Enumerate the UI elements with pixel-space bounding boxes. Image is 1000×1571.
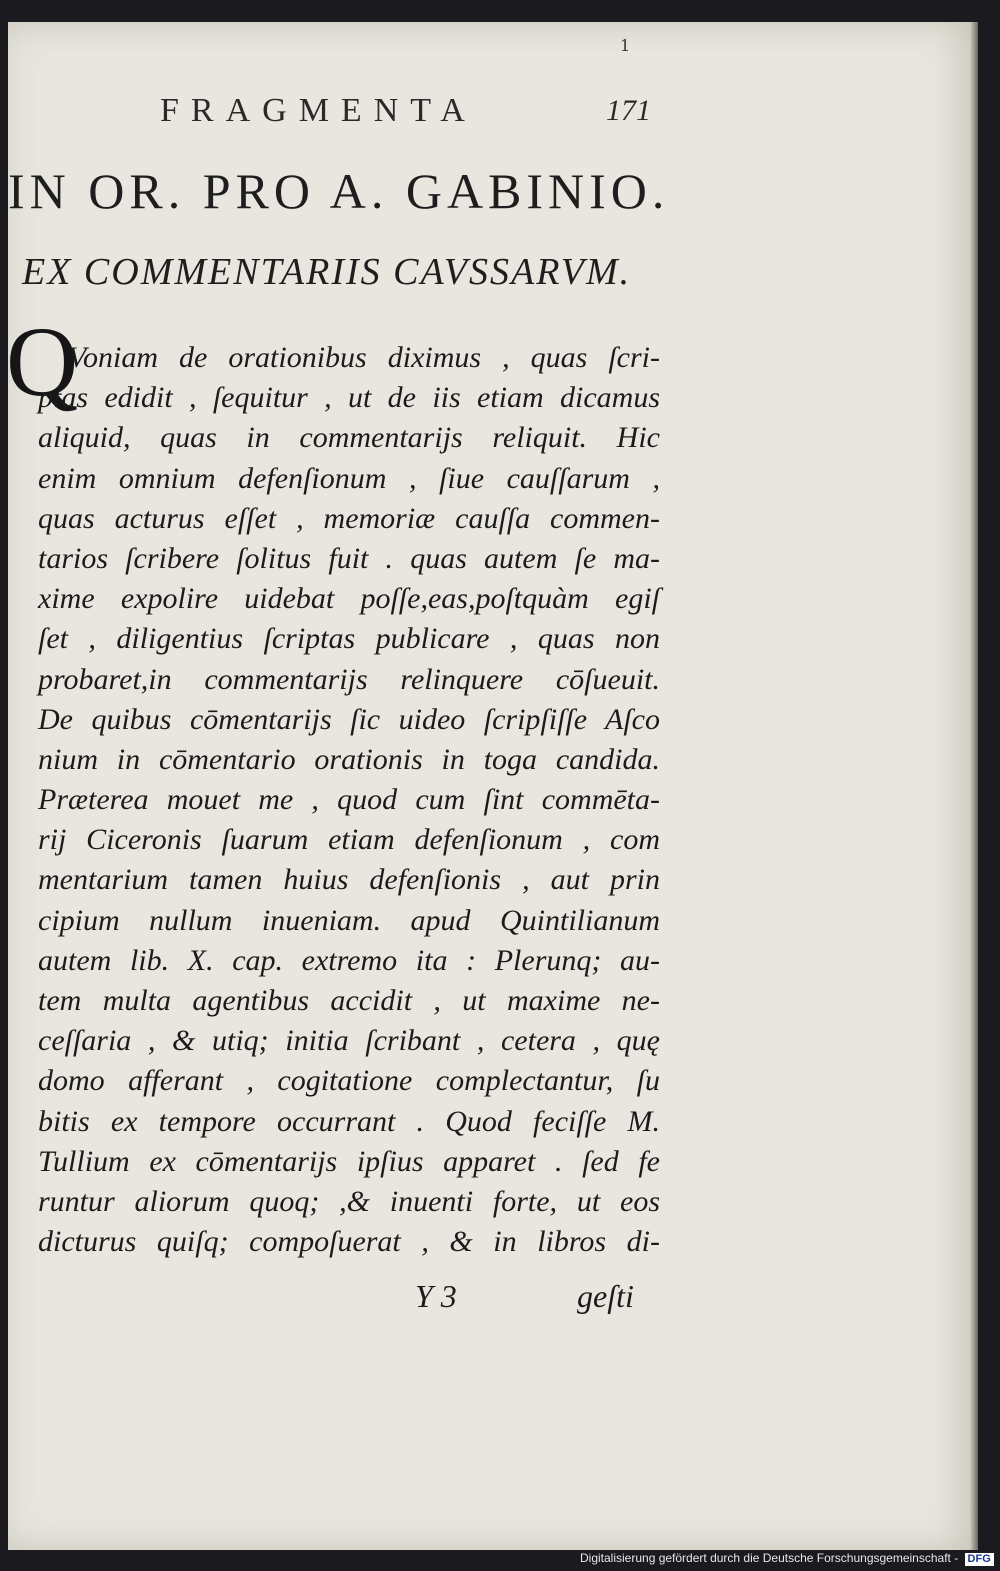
section-title: IN OR. PRO A. GABINIO. <box>8 163 670 219</box>
text-line: ſet , diligentius ſcriptas publicare , quas non <box>38 622 660 656</box>
text-line: probaret,in commentarijs relinquere cōſueuit. <box>38 662 660 696</box>
text-line: autem lib. X. cap. extremo ita : Plerunq; au- <box>38 943 660 977</box>
section-subtitle: EX COMMENTARIIS CAVSSARVM. <box>22 251 632 293</box>
digitization-credit <box>580 1551 994 1566</box>
text-line: aliquid, quas in commentarijs reliquit. Hic <box>38 421 660 455</box>
text-line: rij Ciceronis ſuarum etiam defenſionum , com <box>38 823 660 857</box>
text-line: ceſſaria , & utiq; initia ſcribant , cetera , quę <box>38 1024 660 1058</box>
text-line: ptas edidit , ſequitur , ut de iis etiam dicamus <box>38 381 660 415</box>
signature-mark: Y 3 <box>415 1278 457 1314</box>
text-line: De quibus cōmentarijs ſic uideo ſcripſiſſe Aſco <box>38 702 660 736</box>
text-line: domo afferant , cogitatione complectantur, ſu <box>38 1064 660 1098</box>
catchword: geſti <box>577 1278 634 1314</box>
drop-cap: Q <box>6 306 79 417</box>
running-head: FRAGMENTA <box>160 92 477 129</box>
corner-mark: 1 <box>620 36 631 55</box>
text-line: xime expolire uidebat poſſe,eas,poſtquàm egiſ <box>38 582 660 616</box>
dfg-logo: DFG <box>965 1553 994 1566</box>
text-line: quas acturus eſſet , memoriæ cauſſa commen- <box>38 501 660 535</box>
credit-text: Digitalisierung gefördert durch die Deutsche Forschungsgemeinschaft - <box>580 1551 959 1565</box>
text-line: Tullium ex cōmentarijs ipſius apparet . ſed fe <box>38 1144 660 1178</box>
text-line: Voniam de orationibus diximus , quas ſcri- <box>68 341 660 374</box>
text-line: Præterea mouet me , quod cum ſint commēta- <box>38 783 660 817</box>
text-line: cipium nullum inueniam. apud Quintilianum <box>38 903 660 937</box>
text-line: nium in cōmentario orationis in toga candida. <box>38 742 660 776</box>
page-number: 171 <box>606 94 651 127</box>
text-line: runtur aliorum quoq; ,& inuenti forte, ut eos <box>38 1184 660 1218</box>
text-line: bitis ex tempore occurrant . Quod feciſſe M. <box>38 1104 660 1138</box>
text-line: tarios ſcribere ſolitus fuit . quas autem ſe ma- <box>38 541 660 575</box>
page-edge <box>970 22 978 1550</box>
text-line: dicturus quiſq; compoſuerat , & in libros di- <box>38 1225 660 1259</box>
body-text <box>38 338 660 1262</box>
text-line: enim omnium defenſionum , ſiue cauſſarum , <box>38 461 660 495</box>
text-line: tem multa agentibus accidit , ut maxime ne- <box>38 984 660 1017</box>
text-line: mentarium tamen huius defenſionis , aut prin <box>38 863 660 897</box>
